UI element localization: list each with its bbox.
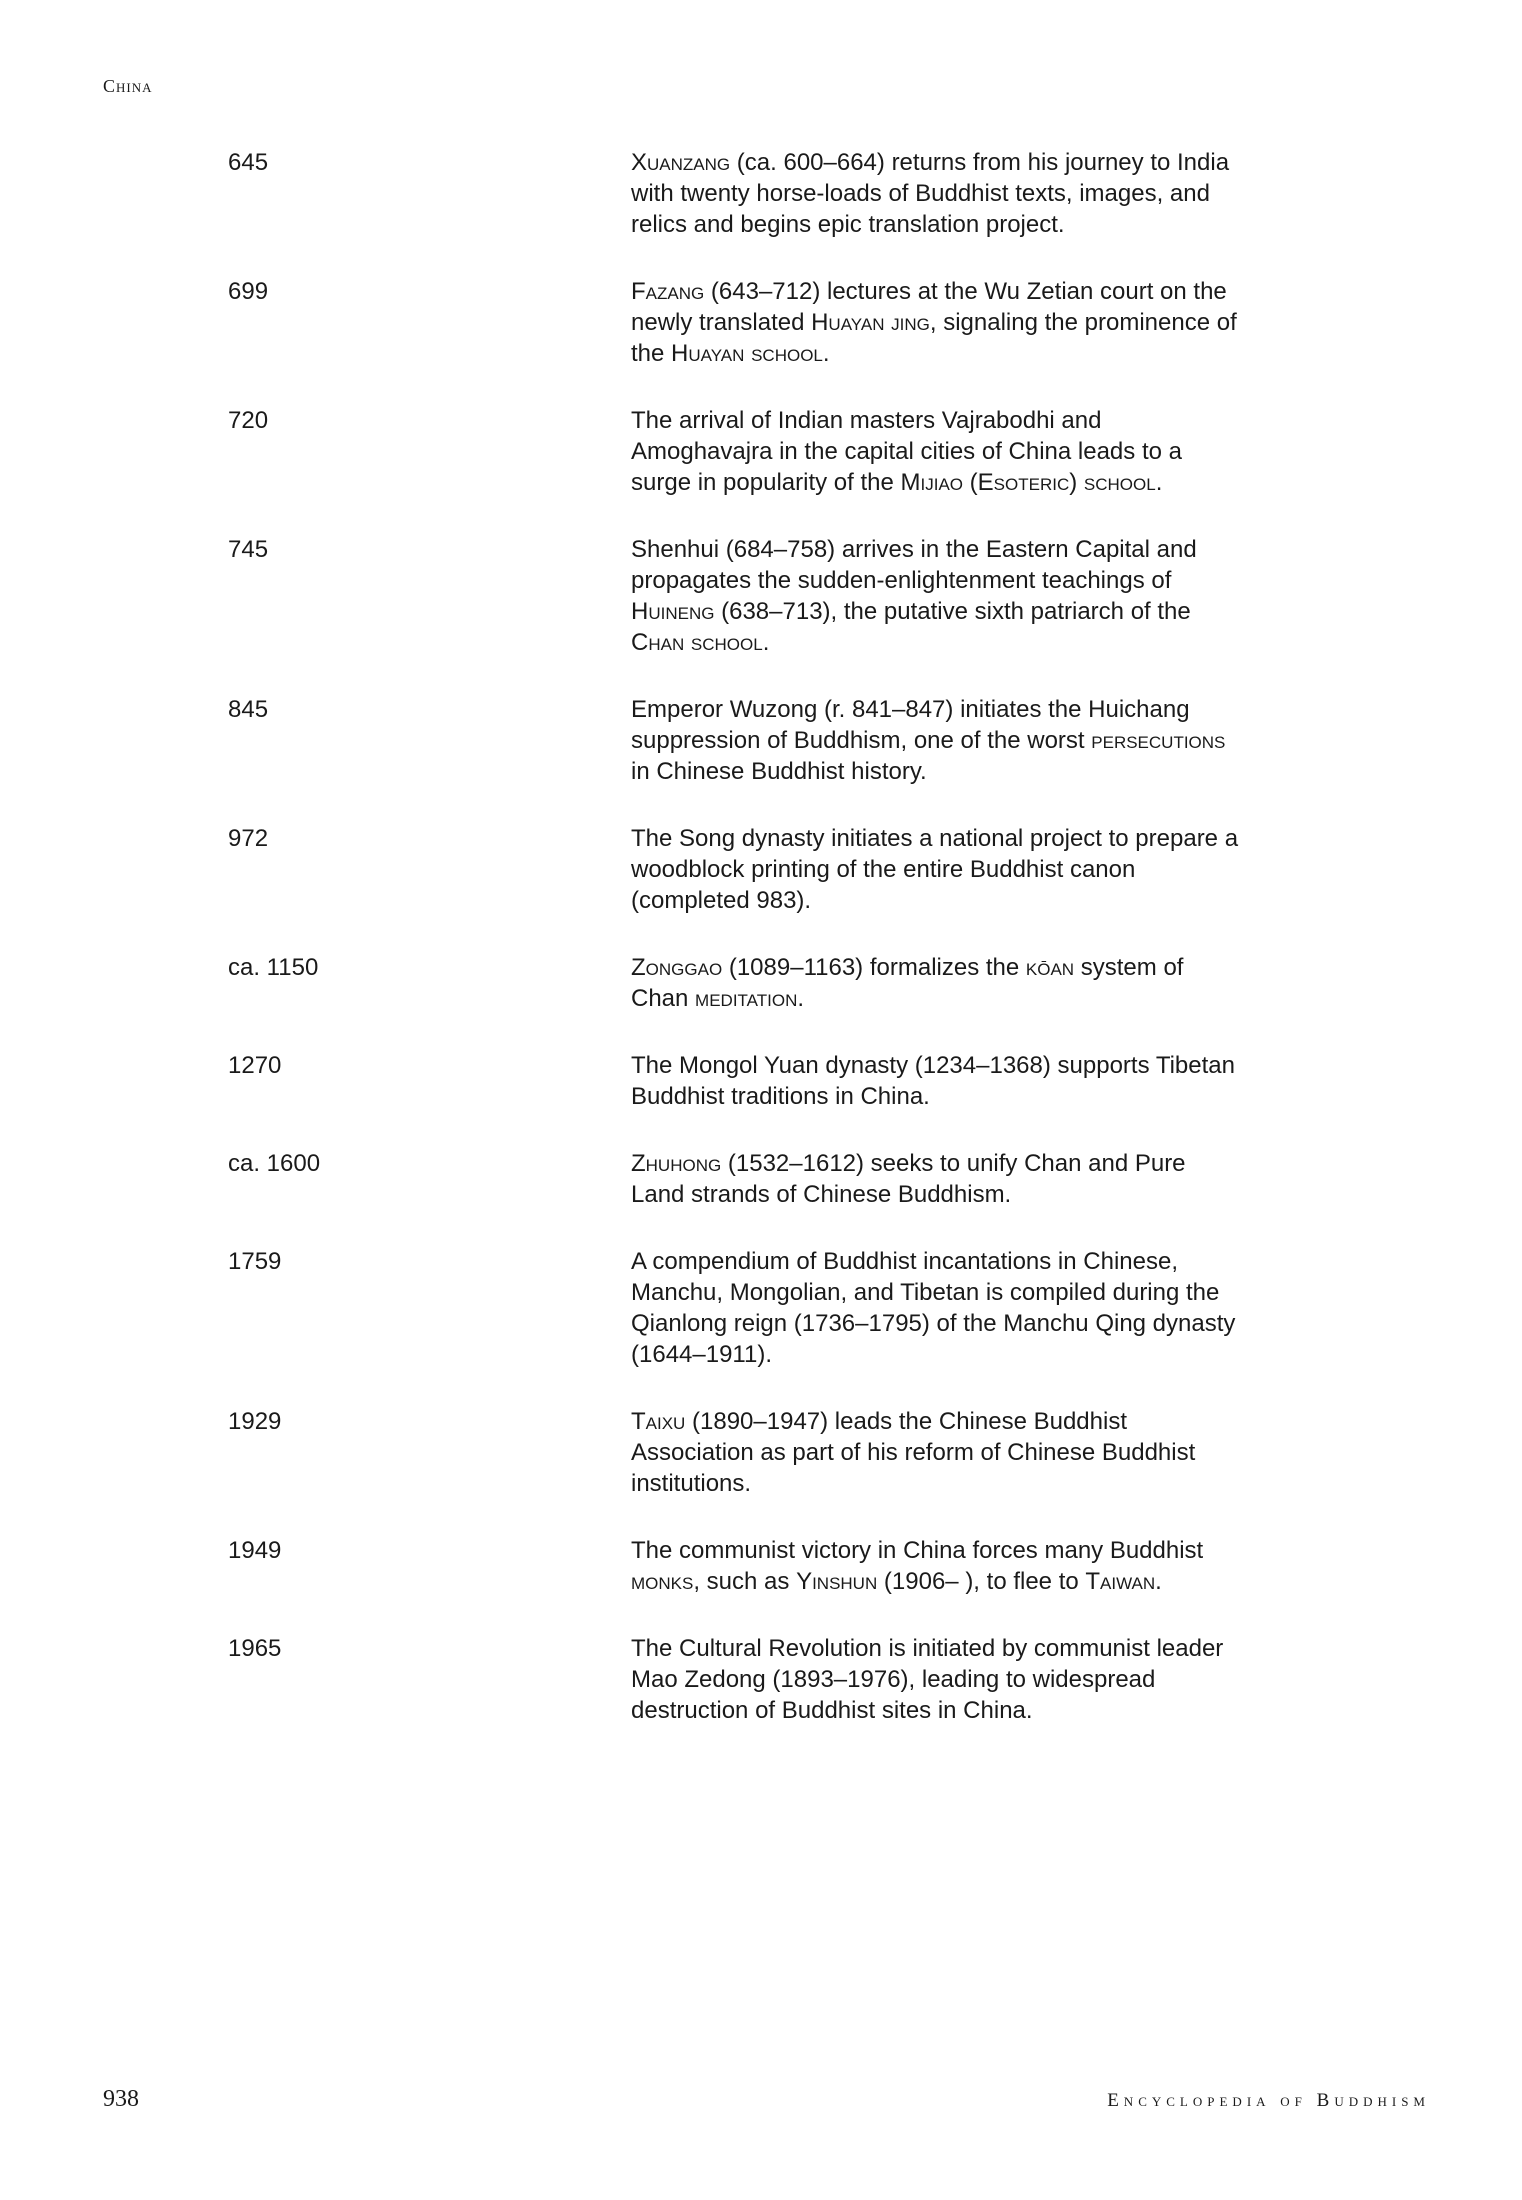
timeline-row xyxy=(228,1633,1248,1726)
timeline-date: 1270 xyxy=(228,1052,282,1079)
timeline-date: ca. 1150 xyxy=(228,954,319,981)
timeline-description: The arrival of Indian masters Vajrabodhi and Amoghavajra in the capital cities of China leads to a surge in popularity of the Mijiao (Esoteric) school. xyxy=(631,407,1182,496)
timeline-description: Fazang (643–712) lectures at the Wu Zetian court on the newly translated Huayan jing, signaling the prominence of the Huayan school. xyxy=(631,278,1237,367)
timeline-date: 720 xyxy=(228,407,269,434)
timeline-description: The Cultural Revolution is initiated by communist leader Mao Zedong (1893–1976), leading to widespread destruction of Buddhist sites in China. xyxy=(631,1635,1224,1724)
timeline-date: 972 xyxy=(228,825,269,852)
timeline-description: Xuanzang (ca. 600–664) returns from his journey to India with twenty horse-loads of Buddhist texts, images, and relics and begins epic translation project. xyxy=(631,149,1230,238)
page-number: 938 xyxy=(103,2086,139,2112)
timeline-description: Emperor Wuzong (r. 841–847) initiates the Huichang suppression of Buddhism, one of the worst persecutions in Chinese Buddhist history. xyxy=(631,696,1226,785)
timeline-description: A compendium of Buddhist incantations in Chinese, Manchu, Mongolian, and Tibetan is compiled during the Qianlong reign (1736–1795) of the Manchu Qing dynasty (1644–1911). xyxy=(631,1248,1236,1368)
timeline-row xyxy=(228,1406,1248,1499)
timeline-row xyxy=(228,1050,1248,1112)
timeline-description: Taixu (1890–1947) leads the Chinese Buddhist Association as part of his reform of Chinese Buddhist institutions. xyxy=(631,1408,1196,1497)
timeline-row xyxy=(228,534,1248,658)
timeline-row xyxy=(228,823,1248,916)
timeline-date: ca. 1600 xyxy=(228,1150,321,1177)
timeline xyxy=(228,147,1248,1762)
timeline-date: 1759 xyxy=(228,1248,282,1275)
timeline-description: Zhuhong (1532–1612) seeks to unify Chan and Pure Land strands of Chinese Buddhism. xyxy=(631,1150,1186,1208)
timeline-row xyxy=(228,147,1248,240)
timeline-date: 1965 xyxy=(228,1635,282,1662)
timeline-description: The communist victory in China forces many Buddhist monks, such as Yinshun (1906– ), to flee to Taiwan. xyxy=(631,1537,1204,1595)
timeline-date: 1929 xyxy=(228,1408,282,1435)
timeline-date: 1949 xyxy=(228,1537,282,1564)
timeline-row xyxy=(228,276,1248,369)
timeline-row xyxy=(228,1535,1248,1597)
timeline-row xyxy=(228,952,1248,1014)
timeline-date: 745 xyxy=(228,536,269,563)
book-title: Encyclopedia of Buddhism xyxy=(1107,2090,1430,2111)
timeline-date: 645 xyxy=(228,149,269,176)
timeline-date: 845 xyxy=(228,696,269,723)
timeline-row xyxy=(228,1148,1248,1210)
timeline-row xyxy=(228,405,1248,498)
timeline-description: Shenhui (684–758) arrives in the Eastern Capital and propagates the sudden-enlightenment teachings of Huineng (638–713), the putative sixth patriarch of the Chan school. xyxy=(631,536,1197,656)
timeline-description: The Mongol Yuan dynasty (1234–1368) supports Tibetan Buddhist traditions in China. xyxy=(631,1052,1235,1110)
timeline-description: The Song dynasty initiates a national project to prepare a woodblock printing of the entire Buddhist canon (completed 983). xyxy=(631,825,1239,914)
timeline-row xyxy=(228,694,1248,787)
timeline-date: 699 xyxy=(228,278,269,305)
timeline-description: Zonggao (1089–1163) formalizes the kōan system of Chan meditation. xyxy=(631,954,1184,1012)
running-head: China xyxy=(103,76,153,96)
timeline-row xyxy=(228,1246,1248,1370)
